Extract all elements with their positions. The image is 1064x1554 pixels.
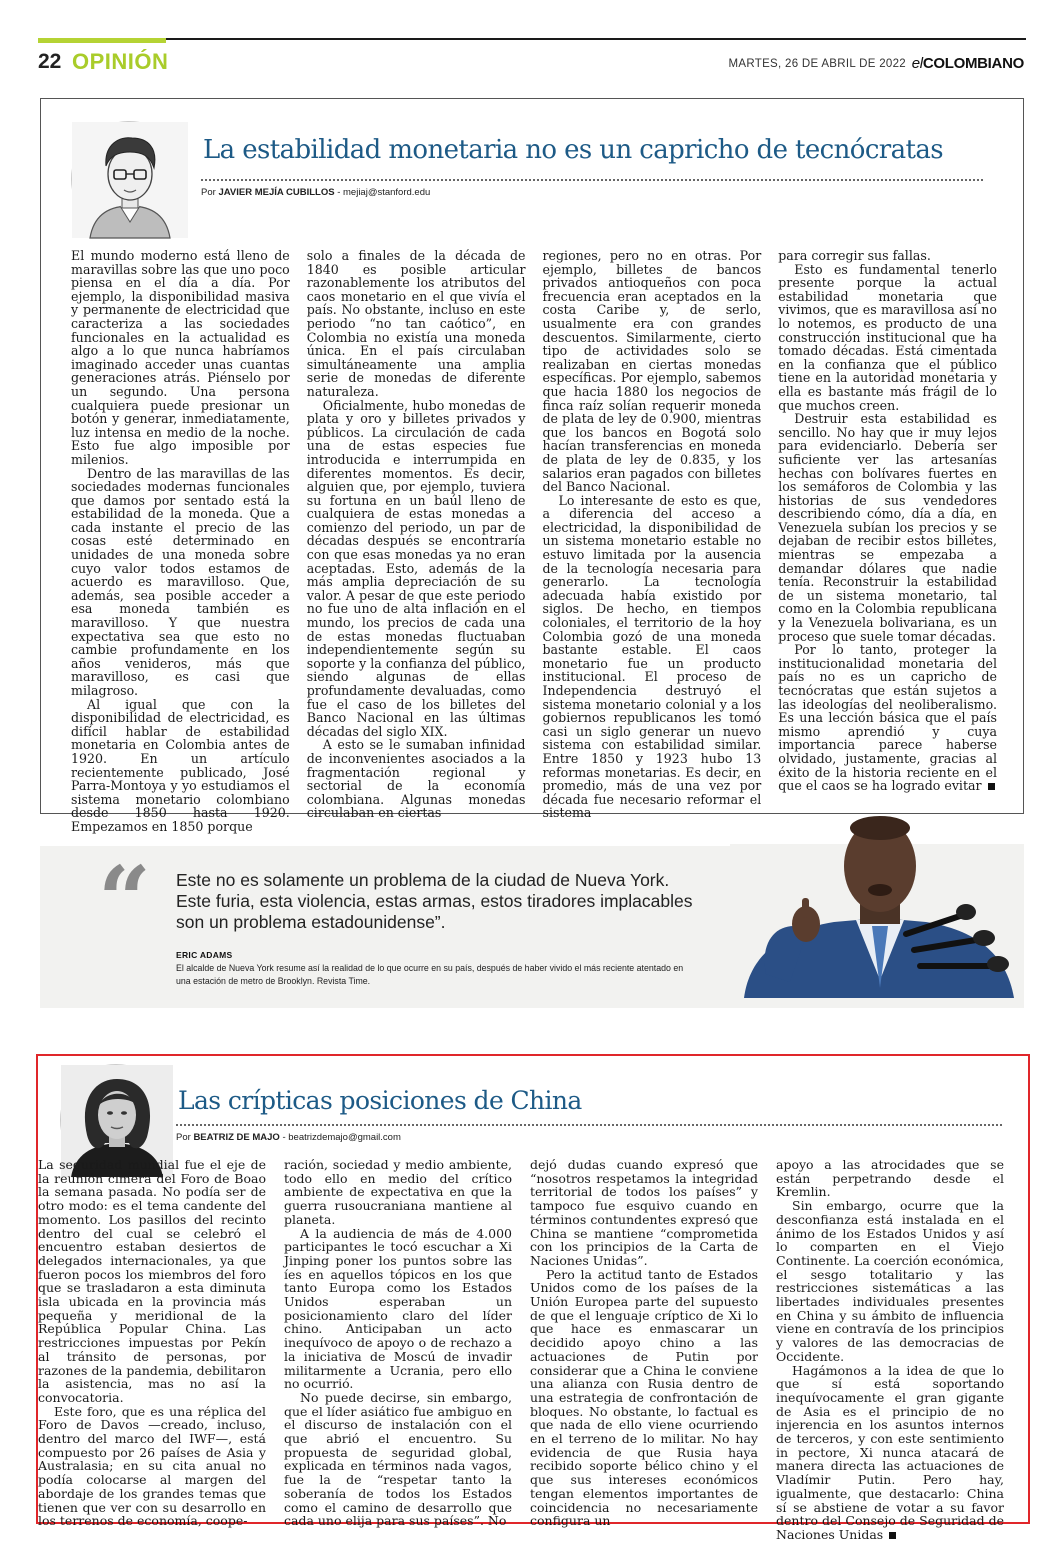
edition-date: MARTES, 26 DE ABRIL DE 2022	[728, 58, 906, 70]
article-body	[38, 1157, 1004, 1542]
paragraph: A la audiencia de más de 4.000 participantes le tocó escuchar a Xi Jinping poner los puntos sobre las íes en aquellos tópicos en los que tanto Europa como los Estados Unidos esperaban un posicionamiento claro del líder chino. Anticipaban un acto inequívoco de apoyo o de rechazo a la iniciativa de Moscú de invadir militarmente a Ucrania, pero ello no ocurrió.	[284, 1225, 512, 1392]
paragraph-text: Por lo tanto, proteger la institucionalidad monetaria del país no es un capricho de tecnócratas que están sujetos a las ideologías del neoliberalismo. Es una lección básica que el país mismo aprendió y cuya importancia parece haberse olvidado, justamente, gracias al éxito de la historia reciente en el que el caos se ha logrado evitar	[778, 642, 997, 794]
paragraph-last	[776, 1364, 1004, 1542]
paragraph: El mundo moderno está lleno de maravillas sobre las que uno poco piensa en el día a día. Por ejemplo, la disponibilidad masiva y permanente de electricidad que caracteriza a las sociedades funcionales en la actualidad es algo a lo que nunca habríamos imaginado acceder unas cuantas generaciones atrás. Piénselo por un segundo. Una persona cualquiera puede presionar un botón y generar, inmediatamente, luz intensa en medio de la noche. Esto fue algo imposible por milenios.	[71, 248, 290, 467]
masthead-prefix: el	[911, 55, 923, 72]
text-column-2	[284, 1157, 512, 1529]
quote-caption: El alcalde de Nueva York resume así la realidad de lo que ocurre en su país, después de haber vivido el más reciente atentado en una estación de metro de Brooklyn. Revista Time.	[176, 963, 684, 986]
author-email: - beatrizdemajo@gmail.com	[279, 1132, 401, 1143]
byline-prefix: Por	[176, 1132, 194, 1143]
title-divider	[201, 179, 983, 181]
column-article-monetary-stability	[40, 98, 1024, 834]
article-body	[71, 248, 997, 834]
newspaper-masthead	[912, 55, 1024, 72]
paragraph: Al igual que con la disponibilidad de electricidad, es difícil hablar de estabilidad monetaria en Colombia antes de 1920. En un artículo recientemente publicado, José Parra-Montoya y yo estudiamos el sistema monetario colombiano desde 1850 hasta 1920. Empezamos en 1850 porque	[71, 696, 290, 834]
byline-prefix: Por	[201, 187, 219, 198]
paragraph: La seguridad mundial fue el eje de la reunión cimera del Foro de Boao la semana pasada. No podía ser de otro modo: es el tema candente del momento. Los pasillos del recinto dentro del cual se celebró el encuentro estaban desiertos de delegados internacionales, ya que fueron pocos los miembros del foro que se trasladaron a esta diminuta isla ubicada en la provincia más pequeña y meridional de la República Popular China. Las restricciones impuestas por Pekín al tránsito de personas, por razones de la pandemia, debilitaron la asistencia, mas no así la convocatoria.	[38, 1157, 266, 1405]
text-column-3	[530, 1157, 758, 1529]
article-title: La estabilidad monetaria no es un capricho de tecnócratas	[203, 135, 944, 165]
article-byline	[176, 1132, 401, 1143]
pull-quote-text: Este no es solamente un problema de la ciudad de Nueva York. Este furia, esta violencia, estas armas, estos tiradores implacables son un problema estadounidense”.	[176, 870, 693, 932]
end-of-article-square-icon	[988, 783, 995, 790]
paragraph: dejó dudas cuando expresó que “nosotros respetamos la integridad territorial de todos los países” y tampoco fue esquivo cuando en términos contundentes expresó que China se mantiene “comprometida con los principios de la Carta de Naciones Unidas”.	[530, 1157, 758, 1268]
paragraph: A esto se le sumaban infinidad de inconvenientes asociados a la fragmentación regional y sectorial de la economía colombiana. Algunas monedas circulaban en ciertas	[306, 737, 526, 821]
text-column-1	[38, 1157, 266, 1529]
text-column-1	[71, 248, 290, 834]
paragraph: Sin embargo, ocurre que la desconfianza está instalada en el ánimo de los Estados Unidos y así lo comparten en el Viejo Continente. La coerción económica, el sesgo totalitario y las restricciones sistemáticas a las libertades individuales presentes en China y su ámbito de influencia viene en contravía de los principios y valores de las democracias de Occidente.	[776, 1198, 1004, 1364]
text-column-2	[306, 248, 526, 821]
column-article-china-positions	[36, 1054, 1030, 1542]
paragraph: Lo interesante de esto es que, a diferencia del acceso a electricidad, la disponibilidad de un sistema monetario estable no estuvo limitada por la ausencia de la tecnología necesaria para generarlo. La tecnología adecuada había existido por siglos. De hecho, en tiempos coloniales, el territorio de la hoy Colombia gozó de una moneda bastante estable. El caos monetario fue un producto institucional. El proceso de Independencia destruyó el sistema monetario colonial y a los gobiernos republicanos les tomó casi un siglo generar un nuevo sistema con estabilidad similar. Entre 1850 y 1923 hubo 13 reformas monetarias. Es decir, en promedio, más de una vez por década fue necesario reformar el sistema	[542, 492, 762, 821]
masthead-name: COLOMBIANO	[922, 55, 1024, 72]
author-caricature-illustration	[72, 122, 188, 238]
section-name: OPINIÓN	[72, 49, 169, 74]
text-column-4	[778, 249, 997, 799]
section-accent-bar	[38, 38, 166, 43]
paragraph: Dentro de las maravillas de las sociedades modernas funcionales que damos por sentado está la estabilidad de la moneda. Que a cada instante el precio de las cosas esté determinado en unidades de una moneda sobre cuyo valor todos estamos de acuerdo es maravilloso. Que, además, sea posible acceder a esa moneda también es maravilloso. Y que nuestra expectativa sea que esto no cambie profundamente en los años venideros, más que maravilloso, es casi que milagroso.	[71, 465, 290, 698]
page-number: 22	[38, 50, 62, 73]
author-portrait	[71, 121, 187, 237]
paragraph-text: Hagámonos a la idea de que lo que sí está soportando inequívocamente el gran gigante de Asia es el principio de no injerencia en los asuntos internos de terceros, y con este sentimiento in pectore, Xi nunca atacará de manera directa las actuaciones de Vladímir Putin. Pero hay, igualmente, que destacarlo: China sí se abstiene de votar a su favor dentro del Consejo de Seguridad de Naciones Unidas	[776, 1362, 1004, 1542]
paragraph: ración, sociedad y medio ambiente, todo ello en medio del crítico ambiente de expectativa en que la guerra rusoucraniana mantiene al planeta.	[284, 1157, 512, 1227]
paragraph-last	[778, 643, 997, 793]
speaker-photo	[730, 804, 1024, 998]
title-divider	[176, 1124, 1002, 1126]
header-rule	[38, 38, 1026, 40]
quotation-mark-icon: “	[98, 846, 151, 954]
author-email: - mejiaj@stanford.edu	[334, 187, 431, 198]
text-column-3	[542, 248, 762, 821]
pull-quote-band	[40, 846, 1024, 1008]
paragraph: Oficialmente, hubo monedas de plata y oro y billetes privados y públicos. La circulación de cada una de estas especies fue introducida e interrumpida en diferentes momentos. Es decir, alguien que, por ejemplo, tuviera su fortuna en un baúl lleno de cualquiera de estas monedas a comienzo del periodo, un par de décadas después se encontraría con que esas monedas ya no eran aceptadas. Esto, además de la más amplia depreciación de su valor. A pesar de que este periodo no fue uno de alta inflación en el mundo, los precios de cada una de estas monedas fluctuaban independientemente según su soporte y la confianza del público, siendo algunas de ellas profundamente devaluadas, como fue el caso de los billetes del Banco Nacional en las últimas décadas del siglo XIX.	[306, 397, 526, 739]
text-column-4	[776, 1157, 1004, 1542]
paragraph: solo a finales de la década de 1840 es posible articular razonablemente los atributos del caos monetario en el que vivía el país. No obstante, incluso en este periodo “no tan caótico”, en Colombia no existía una moneda única. En el país circulaban simultáneamente una amplia serie de monedas de diferente naturaleza.	[306, 248, 526, 399]
paragraph: No puede decirse, sin embargo, que el líder asiático fue ambiguo en el discurso de instalación con el que abrió el encuentro. Su propuesta de seguridad global, explicada en términos nada vagos, fue la de “respetar tanto la soberanía de todos los Estados como el camino de desarrollo que cada uno elija para sus países”. No	[284, 1389, 512, 1529]
author-name: JAVIER MEJÍA CUBILLOS	[218, 187, 335, 198]
article-byline	[201, 187, 430, 198]
paragraph: Este foro, que es una réplica del Foro de Davos —creado, incluso, dentro del marco del IWF—, está compuesto por 26 países de Asia y Australasia; en su cita anual no podía colocarse al margen del abordaje de los grandes temas que tienen que ver con su desarrollo en los terrenos de economía, coope-	[38, 1403, 266, 1529]
end-of-article-square-icon	[889, 1532, 896, 1539]
quote-author: ERIC ADAMS	[176, 950, 233, 960]
paragraph: Pero la actitud tanto de Estados Unidos como de los países de la Unión Europea parte del supuesto de que el lenguaje críptico de Xi lo que hace es enmascarar un decidido apoyo chino a las actuaciones de Putin por considerar que a China le conviene una alianza con Rusia dentro de una estrategia de confrontación de bloques. No obstante, lo factual es que nada de ello viene ocurriendo en el terreno de lo militar. No hay evidencia de que Rusia haya recibido soporte bélico chino y el que sus intereses económicos tengan elementos importantes de coincidencia no necesariamente configura un	[530, 1266, 758, 1529]
article-title: Las crípticas posiciones de China	[178, 1086, 582, 1115]
paragraph: regiones, pero no en otras. Por ejemplo, billetes de bancos privados antioqueños con poca frecuencia eran aceptados en la costa Caribe y, de serlo, usualmente era con grandes descuentos. Similarmente, cierto tipo de actividades solo se realizaban en ciertas monedas específicas. Por ejemplo, sabemos que hacia 1880 los negocios de finca raíz solían requerir moneda de plata de ley de 0.900, mientras que los bancos en Bogotá solo hacían transferencias en moneda de plata de ley de 0.835, y los salarios eran pagados con billetes del Banco Nacional.	[542, 248, 762, 495]
paragraph: Esto es fundamental tenerlo presente porque la actual estabilidad monetaria que vivimos, que es maravillosa así no lo notemos, es producto de una construcción institucional que ha tomado décadas. Está cimentada en la confianza que el público tiene en la autoridad monetaria y ella es bastante más frágil de lo que muchos creen.	[778, 261, 997, 413]
paragraph: Destruir esta estabilidad es sencillo. No hay que ir muy lejos para evidenciarlo. Debería ser suficiente ver las artesanías hechas con bolívares fuertes en los semáforos de Colombia y las historias de sus vendedores describiendo cómo, día a día, en Venezuela subían los precios y se dejaban de recibir estos billetes, mientras se empezaba a demandar dólares que nadie tenía. Reconstruir la estabilidad de un sistema monetario, tal como en la Colombia republicana y la Venezuela bolivariana, es un proceso que suele tomar décadas.	[778, 411, 997, 644]
author-name: BEATRIZ DE MAJO	[193, 1132, 280, 1143]
paragraph: apoyo a las atrocidades que se están perpetrando desde el Kremlin.	[776, 1157, 1004, 1200]
paragraph: para corregir sus fallas.	[778, 248, 931, 263]
